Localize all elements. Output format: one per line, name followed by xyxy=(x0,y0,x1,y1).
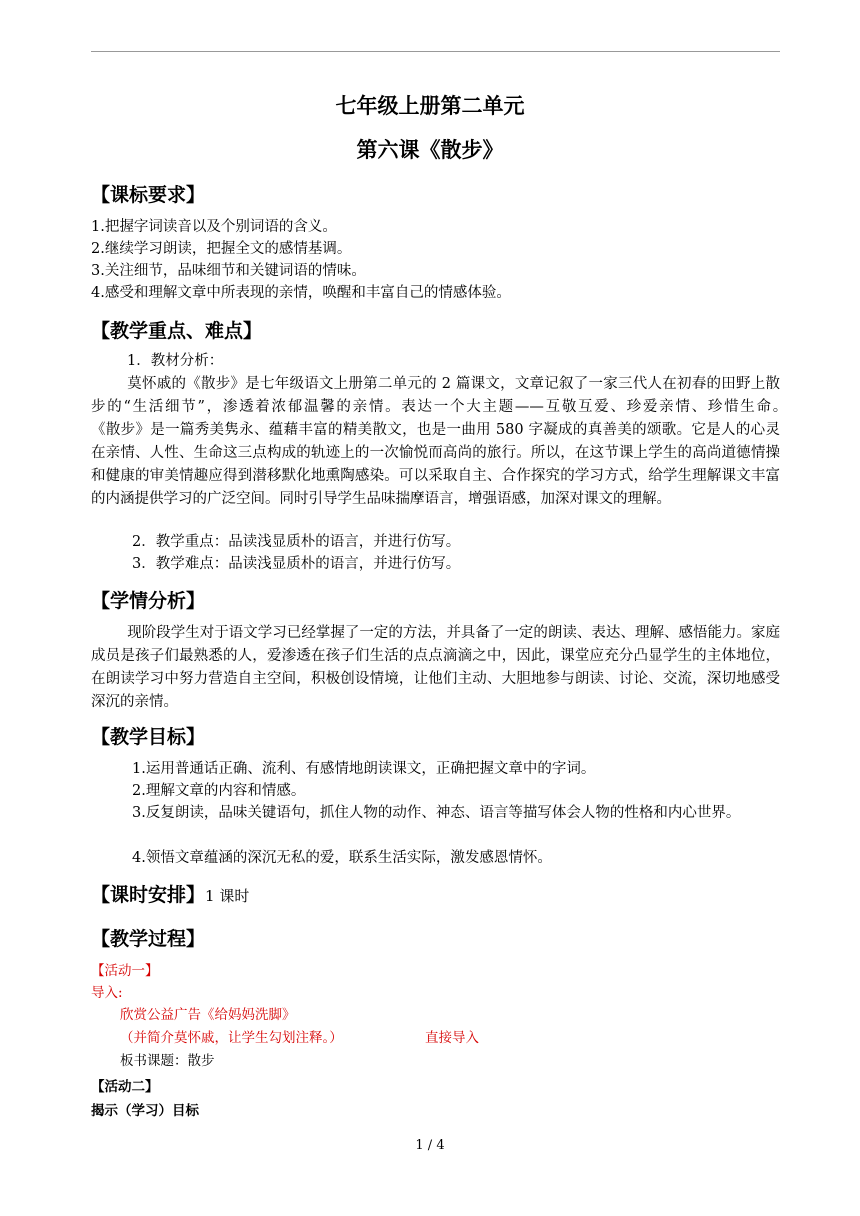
student-analysis-paragraph: 现阶段学生对于语文学习已经掌握了一定的方法，并具备了一定的朗读、表达、理解、感悟能力。家庭成员是孩子们最熟悉的人，爱渗透在孩子们生活的点点滴滴之中，因此，课堂应充分凸显学生的主体地位，在朗读学习中努力营造自主空间，积极创设情境，让他们主动、大胆地参与朗读、讨论、交流，深切地感受深沉的亲情。 xyxy=(91,625,780,710)
section-heading-student-analysis: 【学情分析】 xyxy=(91,590,206,612)
material-analysis-label: 1．教材分析： xyxy=(127,353,224,369)
teaching-goal: 1.运用普通话正确、流利、有感情地朗读课文，正确把握文章中的字词。 xyxy=(132,761,596,777)
section-heading-teaching-goals: 【教学目标】 xyxy=(91,726,206,748)
document-title: 七年级上册第二单元 xyxy=(335,94,525,118)
intro-label: 导入: xyxy=(91,985,123,1001)
document-subtitle: 第六课《散步》 xyxy=(356,138,504,162)
teaching-key-point: 2．教学重点：品读浅显质朴的语言，并进行仿写。 xyxy=(132,534,461,550)
curriculum-item: 4.感受和理解文章中所表现的亲情，唤醒和丰富自己的情感体验。 xyxy=(91,285,511,301)
teaching-goal: 2.理解文章的内容和情感。 xyxy=(132,783,306,799)
board-title-line: 板书课题：散步 xyxy=(120,1053,215,1069)
activity-two-label: 【活动二】 xyxy=(91,1079,159,1095)
section-heading-schedule xyxy=(91,880,249,907)
page-number: 1 / 4 xyxy=(415,1138,445,1153)
material-analysis-paragraph: 莫怀戚的《散步》是七年级语文上册第二单元的 2 篇课文，文章记叙了一家三代人在初春的田野上散步的“生活细节”，渗透着浓郁温馨的亲情。表达一个大主题——互敬互爱、珍爱亲情、珍惜生命。 《散步》是一篇秀美隽永、蕴藉丰富的精美散文，也是一曲用 580 字凝成的真善美的颂歌。它是人的心灵在亲情、人性、生命这三点构成的轨迹上的一次愉悦而高尚的旅行。所以，在这节课上学生的高尚道德情操和健康的审美情趣应得到潜移默化地熏陶感染。可以采取自主、合作探究的学习方式，给学生理解课文丰富的内涵提供学习的广泛空间。同时引导学生品味揣摩语言，增强语感，加深对课文的理解。 xyxy=(91,376,853,507)
curriculum-item: 1.把握字词读音以及个别词语的含义。 xyxy=(91,219,337,235)
section-heading-curriculum: 【课标要求】 xyxy=(91,184,206,206)
header-rule xyxy=(91,51,780,52)
section-heading-teaching-process: 【教学过程】 xyxy=(91,928,206,950)
schedule-value: 1 课时 xyxy=(205,887,250,905)
teaching-goal: 3.反复朗读，品味关键语句，抓住人物的动作、神态、语言等描写体会人物的性格和内心世界。 xyxy=(132,805,741,821)
schedule-label: 【课时安排】 xyxy=(91,884,206,906)
activity-one-label: 【活动一】 xyxy=(91,963,159,979)
intro-line-author: （并简介莫怀戚，让学生勾划注释。） xyxy=(120,1030,343,1046)
curriculum-item: 2.继续学习朗读，把握全文的感情基调。 xyxy=(91,241,352,257)
section-heading-key-points: 【教学重点、难点】 xyxy=(91,320,263,342)
curriculum-item: 3.关注细节，品味细节和关键词语的情味。 xyxy=(91,263,366,279)
intro-line-ad: 欣赏公益广告《给妈妈洗脚》 xyxy=(120,1007,296,1023)
teaching-goal: 4.领悟文章蕴涵的深沉无私的爱，联系生活实际，激发感恩情怀。 xyxy=(132,850,552,866)
reveal-goals-label: 揭示（学习）目标 xyxy=(91,1103,199,1119)
intro-direct-label: 直接导入 xyxy=(425,1030,479,1046)
teaching-difficulty: 3．教学难点：品读浅显质朴的语言，并进行仿写。 xyxy=(132,556,461,572)
